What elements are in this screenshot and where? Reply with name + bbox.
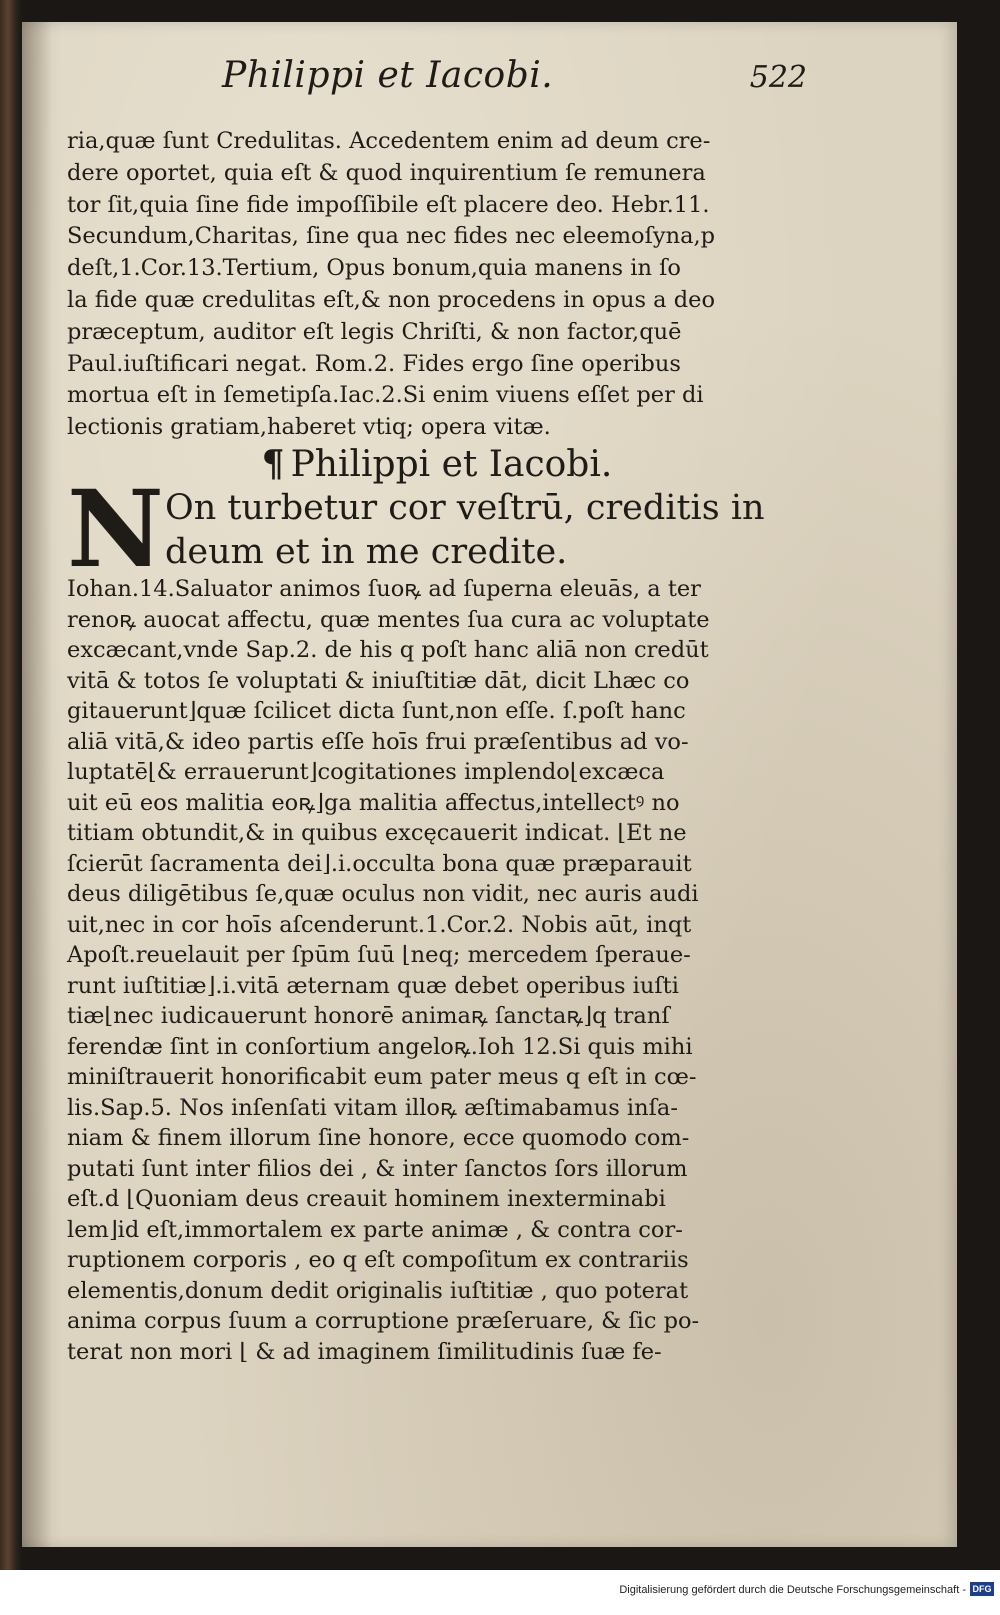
text-line: dere oportet, quia eſt & quod inquirentium ſe remunera bbox=[67, 159, 706, 186]
text-line: Secundum,Charitas, ſine qua nec fides nec eleemoſyna,p bbox=[67, 223, 716, 250]
text-line: lectionis gratiam,haberet vtiq; opera vitæ. bbox=[67, 414, 551, 441]
text-line: elementis,donum dedit originalis iuſtitiæ , quo poterat bbox=[67, 1277, 689, 1304]
text-line: luptatē⌊& errauerunt⌋cogitationes implendo⌊excæca bbox=[67, 759, 665, 785]
text-line: lem⌋id eſt,immortalem ex parte animæ , & contra cor- bbox=[67, 1216, 683, 1243]
text-line: renoꝶ auocat affectu, quæ mentes ſua cura ac voluptate bbox=[67, 606, 710, 633]
text-line: lis.Sap.5. Nos inſenſati vitam illoꝶ æſtimabamus inſa- bbox=[67, 1094, 678, 1121]
text-line: la fide quæ credulitas eſt,& non procedens in opus a deo bbox=[67, 286, 715, 313]
text-line: uit eū eos malitia eoꝶ⌋ga malitia affectus,intellectꝰ no bbox=[67, 789, 680, 816]
text-line: miniſtrauerit honorificabit eum pater meus q eſt in cœ- bbox=[67, 1064, 697, 1090]
text-line: deſt,1.Cor.13.Tertium, Opus bonum,quia manens in ſo bbox=[67, 255, 681, 282]
pilcrow-icon: ¶ bbox=[261, 443, 285, 485]
text-line: anima corpus ſuum a corruptione præſeruare, & ſic po- bbox=[67, 1308, 700, 1334]
running-title: Philippi et Iacobi. bbox=[222, 55, 554, 96]
text-line: mortua eſt in ſemetipſa.Iac.2.Si enim viuens eſſet per di bbox=[67, 382, 704, 409]
funding-credit: Digitalisierung gefördert durch die Deutsche Forschungsgemeinschaft - bbox=[619, 1584, 966, 1596]
text-line: Paul.iuſtificari negat. Rom.2. Fides ergo ſine operibus bbox=[67, 350, 681, 377]
text-line: niam & finem illorum ſine honore, ecce quomodo com- bbox=[67, 1125, 690, 1151]
section-heading-text: Philippi et Iacobi. bbox=[290, 444, 613, 485]
text-line: ruptionem corporis , eo q eſt compoſitum ex contrariis bbox=[67, 1247, 689, 1273]
text-line: deus diligētibus ſe,quæ oculus non vidit, nec auris audi bbox=[67, 881, 699, 907]
text-line: runt iuſtitiæ⌋.i.vitā æternam quæ debet operibus iuſti bbox=[67, 972, 679, 999]
text-line: gitauerunt⌋quæ ſcilicet dicta ſunt,non eſſe. ſ.poſt hanc bbox=[67, 698, 686, 724]
text-line: Apoſt.reuelauit per ſpūm ſuū ⌊neq; mercedem ſperaue- bbox=[67, 942, 691, 968]
text-line: ferendæ ſint in conſortium angeloꝶ.Ioh 12.Si quis mihi bbox=[67, 1033, 693, 1060]
text-line: ſcierūt ſacramenta dei⌋.i.occulta bona quæ præparauit bbox=[67, 850, 692, 877]
text-line: uit,nec in cor hoīs aſcenderunt.1.Cor.2. Nobis aūt, inqt bbox=[67, 911, 692, 938]
text-line: præceptum, auditor eſt legis Chriſti, & non factor,quē bbox=[67, 318, 682, 345]
paragraph-1 bbox=[67, 126, 807, 444]
book-page bbox=[22, 22, 957, 1547]
text-line: tor ſit,quia ſine fide impoſſibile eſt placere deo. Hebr.11. bbox=[67, 191, 710, 218]
text-line: tiæ⌊nec iudicauerunt honorē animaꝶ ſanctaꝶ⌋q tranſ bbox=[67, 1003, 670, 1029]
text-line: putati ſunt inter filios dei , & inter ſanctos ſors illorum bbox=[67, 1155, 688, 1182]
text-line: terat non mori ⌊ & ad imaginem ſimilitudinis ſuæ fe- bbox=[67, 1338, 662, 1365]
paragraph-2 bbox=[67, 574, 807, 1367]
page-header bbox=[67, 52, 807, 102]
text-line: excæcant,vnde Sap.2. de his q poſt hanc aliā non credūt bbox=[67, 637, 709, 663]
text-line: aliā vitā,& ideo partis eſſe hoīs frui præſentibus ad vo- bbox=[67, 728, 689, 755]
text-line: vitā & totos ſe voluptati & iniuſtitiæ dāt, dicit Lhæc co bbox=[67, 667, 690, 694]
text-line: Iohan.14.Saluator animos ſuoꝶ ad ſuperna eleuās, a ter bbox=[67, 576, 701, 602]
page-number: 522 bbox=[749, 60, 807, 95]
incipit-line-1: On turbetur cor veſtrū, creditis in bbox=[165, 488, 765, 528]
incipit-line-2: deum et in me credite. bbox=[165, 532, 568, 572]
dfg-logo-icon: DFG bbox=[970, 1582, 994, 1596]
text-line: titiam obtundit,& in quibus excęcauerit indicat. ⌊Et ne bbox=[67, 820, 687, 846]
drop-cap: N bbox=[67, 466, 164, 591]
text-line: ria,quæ ſunt Credulitas. Accedentem enim ad deum cre- bbox=[67, 128, 711, 154]
footer-bar bbox=[0, 1570, 1000, 1615]
page-gutter-shadow bbox=[22, 22, 52, 1547]
text-line: eſt.d ⌊Quoniam deus creauit hominem inexterminabi bbox=[67, 1186, 666, 1212]
section-heading bbox=[67, 440, 807, 489]
